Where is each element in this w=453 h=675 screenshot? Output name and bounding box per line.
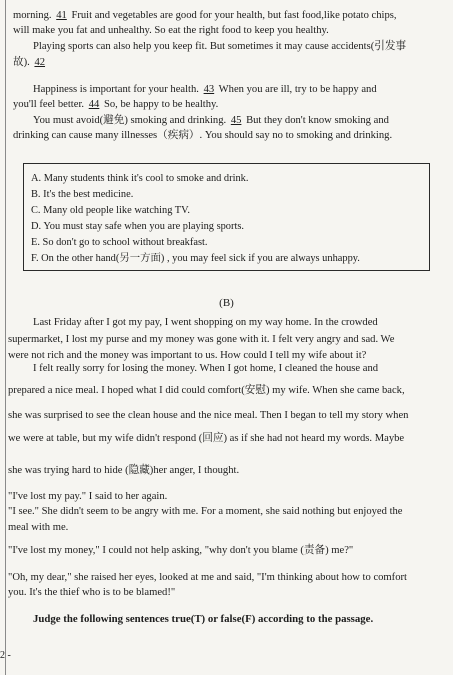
text-segment: 故). [13,57,30,68]
passage-b-line-9: "I've lost my pay." I said to her again. [8,491,168,502]
option-c: C. Many old people like watching TV. [31,205,190,216]
blank-41: 41 [56,10,67,21]
blank-43: 43 [203,84,215,95]
text-segment: you'll feel better. [13,99,85,110]
passage-a-line-3: Playing sports can also help you keep fit. But sometimes it may cause accidents(引发事 [33,41,407,52]
text-segment: But they don't know smoking and [246,115,389,126]
page-number: 2 - [0,650,11,661]
passage-b-line-1: Last Friday after I got my pay, I went shopping on my way home. In the crowded [33,317,378,328]
passage-a-line-6 [13,98,218,111]
option-b: B. It's the best medicine. [31,189,134,200]
text-segment: So, be happy to be healthy. [103,99,219,110]
text-segment: Fruit and vegetables are good for your health, but fast food,like potato chips, [71,10,397,21]
passage-b-line-3: were not rich and the money was important to us. How could I tell my wife about it? [8,350,367,361]
passage-b-line-12: "I've lost my money," I could not help asking, "why don't you blame (责备) me?" [8,545,354,556]
page-margin-line [5,0,6,675]
passage-b-line-14: you. It's the thief who is to be blamed!" [8,587,176,598]
option-e: E. So don't go to school without breakfast. [31,237,208,248]
passage-b-line-13: "Oh, my dear," she raised her eyes, looked at me and said, "I'm thinking about how to comfort [8,572,407,583]
task-instruction: Judge the following sentences true(T) or false(F) according to the passage. [33,613,374,625]
options-box [23,163,430,271]
text-segment: You must avoid(避免) smoking and drinking. [33,115,227,126]
option-a: A. Many students think it's cool to smoke and drink. [31,173,249,184]
passage-b-line-5: prepared a nice meal. I hoped what I did could comfort(安慰) my wife. When she came back, [8,385,405,396]
text-segment: morning. [13,10,52,21]
passage-b-line-7: we were at table, but my wife didn't respond (回应) as if she had not heard my words. Maybe [8,433,405,444]
passage-b-line-11: meal with me. [8,522,69,533]
passage-b-line-4: I felt really sorry for losing the money. When I got home, I cleaned the house and [33,363,379,374]
passage-a-line-2: will make you fat and unhealthy. So eat the right food to keep you healthy. [13,25,329,36]
passage-a-line-7 [33,114,389,127]
passage-a-line-5 [33,83,377,96]
section-b-title: (B) [219,297,234,309]
text-segment: Happiness is important for your health. [33,84,199,95]
passage-a-line-1 [13,9,397,22]
blank-45: 45 [230,115,242,126]
passage-b-line-10: "I see." She didn't seem to be angry with me. For a moment, she said nothing but enjoyed the [8,506,403,517]
passage-a-line-8: drinking can cause many illnesses（疾病）. You should say no to smoking and drinking. [13,130,393,141]
passage-b-line-2: supermarket, I lost my purse and my money was gone with it. I felt very angry and sad. We [8,334,395,345]
passage-b-line-6: she was surprised to see the clean house and the nice meal. Then I began to tell my story when [8,410,409,421]
passage-a-line-4 [13,56,47,69]
option-d: D. You must stay safe when you are playing sports. [31,221,244,232]
text-segment: When you are ill, try to be happy and [218,84,377,95]
blank-42: 42 [34,57,46,68]
option-f: F. On the other hand(另一方面) , you may feel sick if you are always unhappy. [31,253,360,264]
blank-44: 44 [88,99,100,110]
passage-b-line-8: she was trying hard to hide (隐藏)her anger, I thought. [8,465,240,476]
